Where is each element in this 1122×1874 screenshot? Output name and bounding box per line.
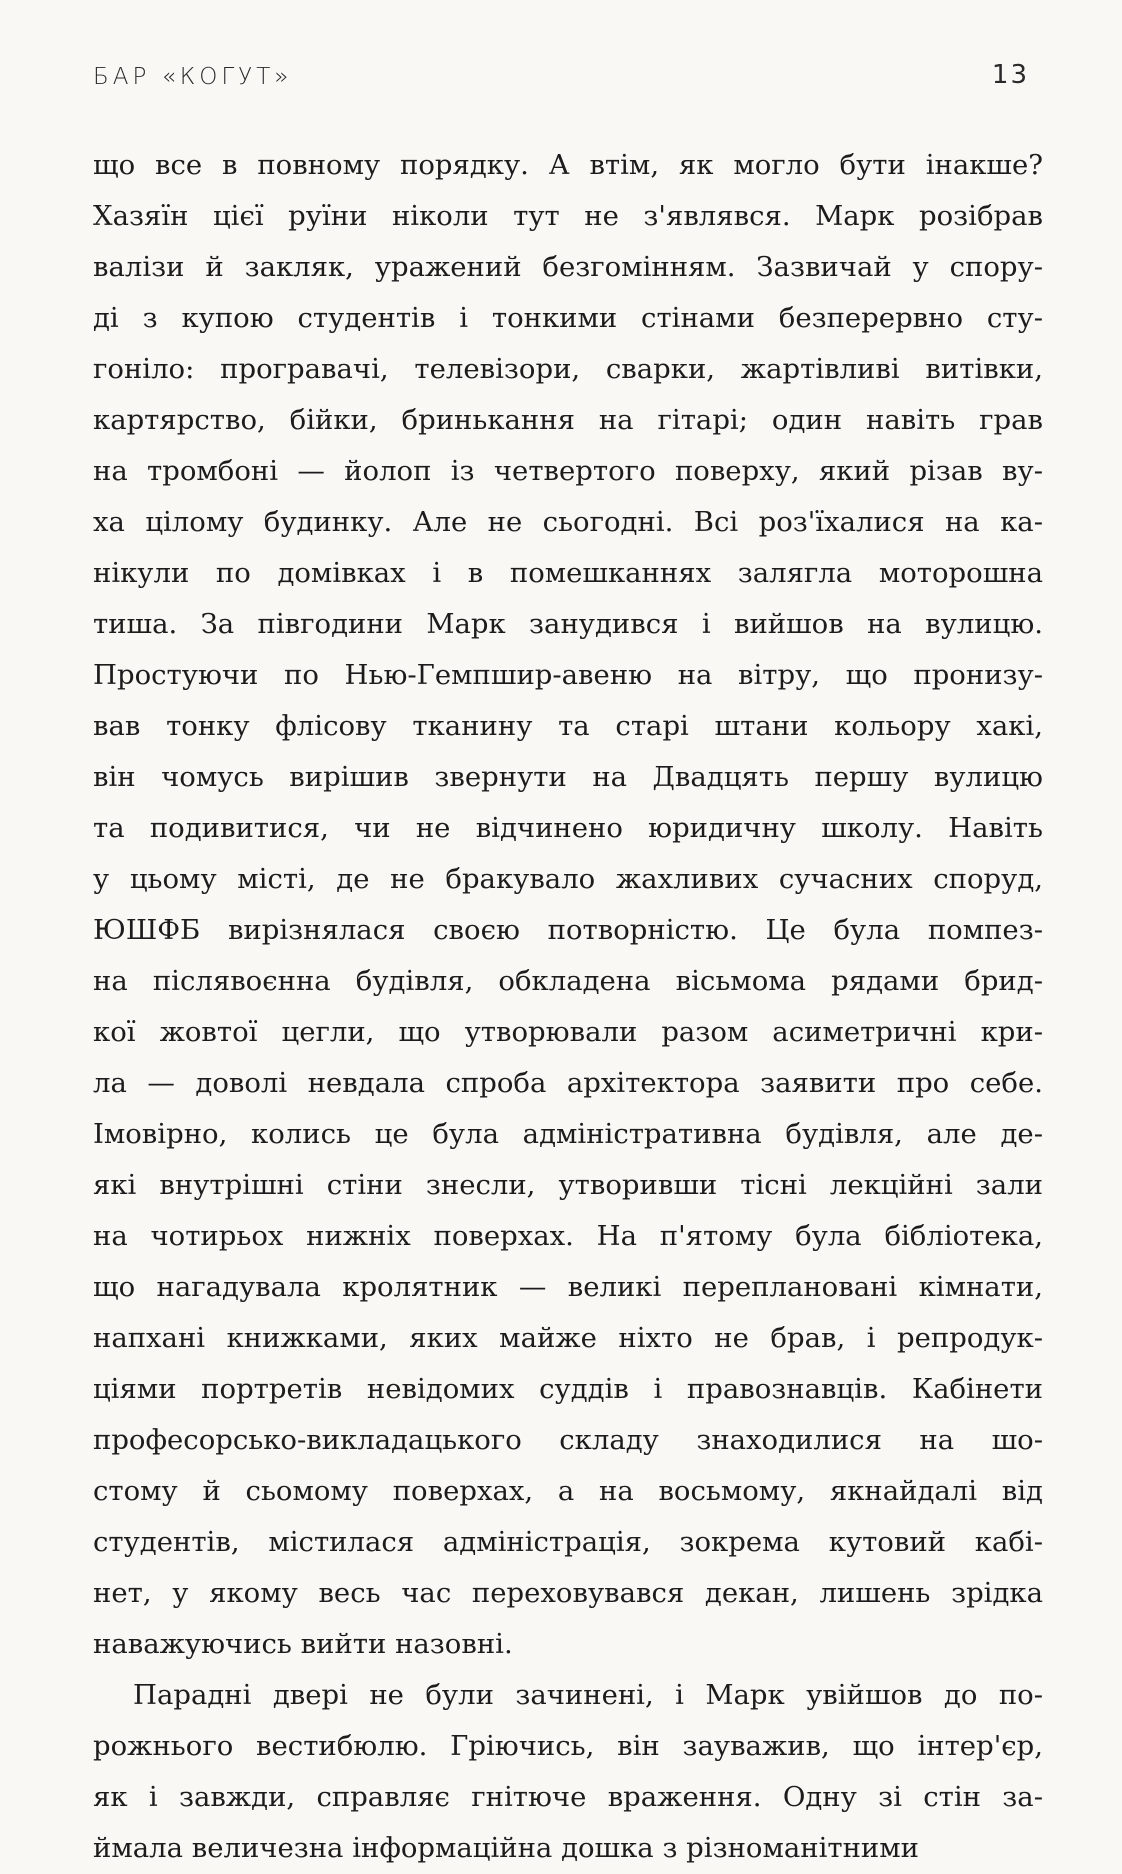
- running-title: БАР «КОГУТ»: [93, 64, 293, 90]
- text-line: наважуючись вийти назовні.: [93, 1628, 513, 1660]
- text-line: тиша. За півгодини Марк занудився і вийшов на вулицю.: [93, 608, 1043, 640]
- text-line: напхані книжками, яких майже ніхто не брав, і репродук-: [93, 1322, 1043, 1354]
- text-line: на післявоєнна будівля, обкладена вісьмома рядами брид-: [93, 965, 1043, 997]
- text-line: рожнього вестибюлю. Гріючись, він зауважив, що інтер'єр,: [93, 1730, 1043, 1762]
- text-line: валізи й закляк, уражений безгомінням. Зазвичай у спору-: [93, 251, 1043, 283]
- text-line: стому й сьомому поверхах, а на восьмому, якнайдалі від: [93, 1475, 1043, 1507]
- text-line: на тромбоні — йолоп із четвертого поверху, який різав ву-: [93, 455, 1043, 487]
- text-line: кої жовтої цегли, що утворювали разом асиметричні кри-: [93, 1016, 1043, 1048]
- page-number: 13: [991, 60, 1029, 90]
- text-line: на чотирьох нижніх поверхах. На п'ятому була бібліотека,: [93, 1220, 1043, 1252]
- text-line: професорсько-викладацького складу знаходилися на шо-: [93, 1424, 1043, 1456]
- text-line: що все в повному порядку. А втім, як могло бути інакше?: [93, 149, 1043, 181]
- text-line: у цьому місті, де не бракувало жахливих сучасних споруд,: [93, 863, 1043, 895]
- text-line: гоніло: програвачі, телевізори, сварки, жартівливі витівки,: [93, 353, 1043, 385]
- text-line: картярство, бійки, бринькання на гітарі; один навіть грав: [93, 404, 1043, 436]
- text-line: що нагадувала кролятник — великі переплановані кімнати,: [93, 1271, 1043, 1303]
- text-line: ЮШФБ вирізнялася своєю потворністю. Це була помпез-: [93, 914, 1043, 946]
- text-line: ді з купою студентів і тонкими стінами безперервно сту-: [93, 302, 1043, 334]
- text-line: нет, у якому весь час переховувався декан, лишень зрідка: [93, 1577, 1043, 1609]
- text-line: та подивитися, чи не відчинено юридичну школу. Навіть: [93, 812, 1043, 844]
- text-line: Імовірно, колись це була адміністративна будівля, але де-: [93, 1118, 1043, 1150]
- text-line: як і завжди, справляє гнітюче враження. Одну зі стін за-: [93, 1781, 1043, 1813]
- text-line: ха цілому будинку. Але не сьогодні. Всі роз'їхалися на ка-: [93, 506, 1043, 538]
- text-line: ціями портретів невідомих суддів і правознавців. Кабінети: [93, 1373, 1043, 1405]
- text-line: він чомусь вирішив звернути на Двадцять першу вулицю: [93, 761, 1043, 793]
- text-line: які внутрішні стіни знесли, утворивши тісні лекційні зали: [93, 1169, 1043, 1201]
- text-line: студентів, містилася адміністрація, зокрема кутовий кабі-: [93, 1526, 1043, 1558]
- text-line: Простуючи по Нью-Гемпшир-авеню на вітру, що пронизу-: [93, 659, 1043, 691]
- body-text: [93, 140, 1043, 1874]
- text-line: ймала величезна інформаційна дошка з різноманітними: [93, 1832, 919, 1864]
- text-line: Хазяїн цієї руїни ніколи тут не з'являвся. Марк розібрав: [93, 200, 1043, 232]
- text-line: вав тонку флісову тканину та старі штани кольору хакі,: [93, 710, 1043, 742]
- text-line: ла — доволі невдала спроба архітектора заявити про себе.: [93, 1067, 1043, 1099]
- text-line: Парадні двері не були зачинені, і Марк увійшов до по-: [133, 1679, 1043, 1711]
- text-line: нікули по домівках і в помешканнях залягла моторошна: [93, 557, 1043, 589]
